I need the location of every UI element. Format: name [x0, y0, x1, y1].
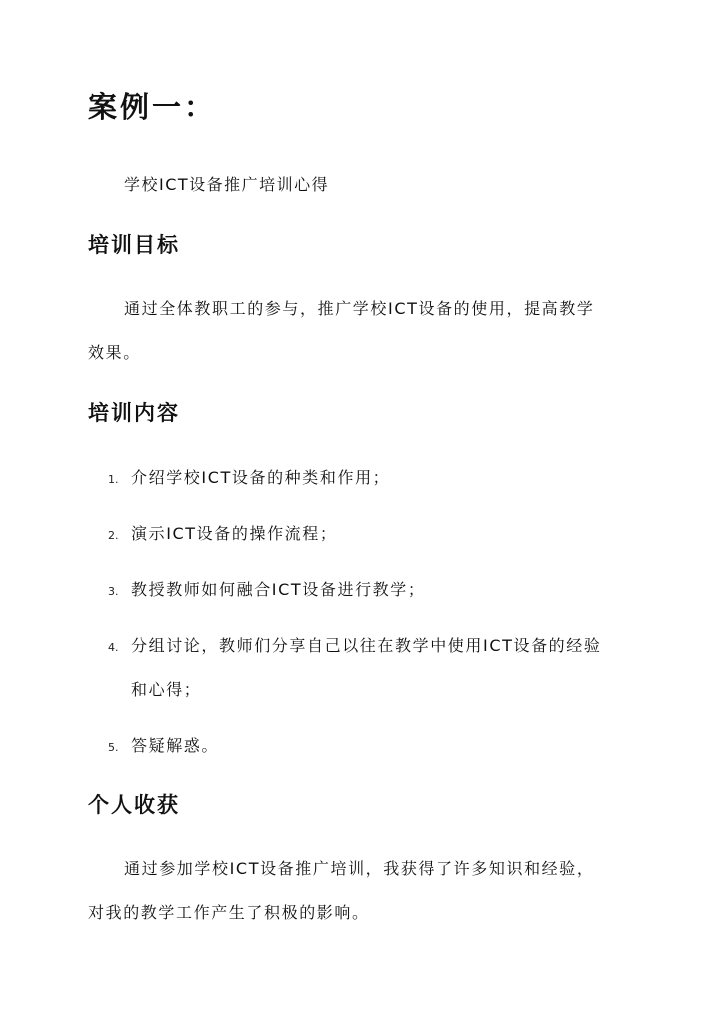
list-item-text: 介绍学校ICT设备的种类和作用；: [131, 468, 391, 487]
section-heading-gains: 个人收获: [88, 792, 180, 817]
section-heading-goal: 培训目标: [88, 232, 180, 257]
list-item-text: 教授教师如何融合ICT设备进行教学；: [131, 580, 426, 599]
document-subtitle: 学校ICT设备推广培训心得: [124, 175, 330, 194]
list-item-number: 2.: [108, 529, 119, 542]
list-item-text: 答疑解惑。: [131, 736, 220, 755]
list-item-text-continuation: 和心得；: [131, 680, 202, 699]
section-heading-content: 培训内容: [88, 400, 180, 425]
list-item-number: 5.: [108, 741, 119, 754]
list-item-text: 演示ICT设备的操作流程；: [131, 524, 338, 543]
gains-paragraph-line-1: 通过参加学校ICT设备推广培训，我获得了许多知识和经验，: [124, 859, 595, 878]
document-title: 案例一：: [88, 90, 217, 124]
list-item-number: 4.: [108, 641, 119, 654]
goal-paragraph-line-1: 通过全体教职工的参与，推广学校ICT设备的使用，提高教学: [124, 299, 595, 318]
list-item-number: 1.: [108, 473, 119, 486]
gains-paragraph-line-2: 对我的教学工作产生了积极的影响。: [88, 903, 370, 922]
list-item-number: 3.: [108, 585, 119, 598]
goal-paragraph-line-2: 效果。: [88, 343, 141, 362]
list-item-text: 分组讨论，教师们分享自己以往在教学中使用ICT设备的经验: [131, 636, 602, 655]
